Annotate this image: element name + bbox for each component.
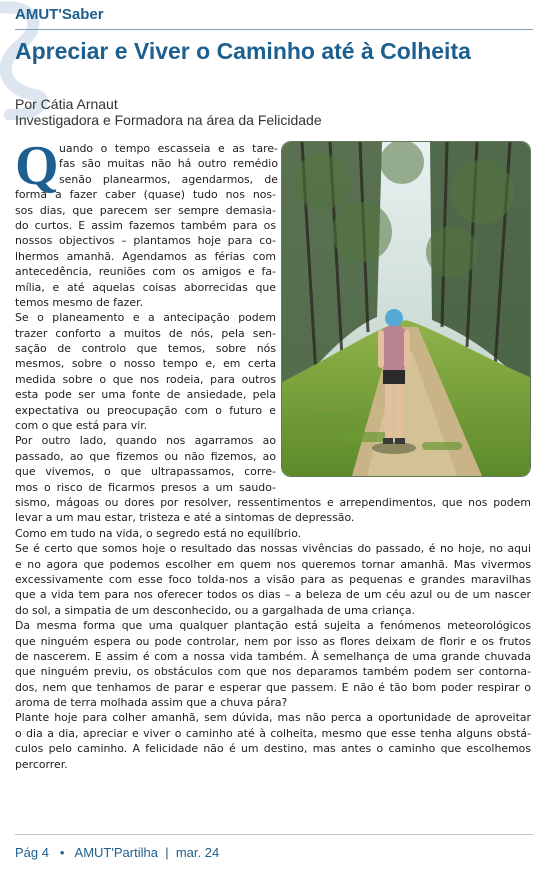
article-line: que a vida tem para nos oferecer todos os dias – a beleza de um céu azul ou de um nascer [15, 588, 531, 602]
page-number: Pág 4 [15, 845, 49, 860]
header-divider [15, 29, 533, 30]
footer-divider [15, 834, 533, 835]
article-line: percorrer. [15, 757, 68, 771]
article-line: sismo, mágoas ou dores por resolver, ressentimentos e arrependimentos, que nos podem [15, 495, 531, 509]
article-line: do curtos. E assim fazemos também para os [15, 218, 276, 232]
article-line: Plante hoje para colher amanhã, sem dúvida, mas não perca a oportunidade de aproveitar [15, 711, 531, 725]
article-body [15, 135, 531, 772]
article-line: mesmos, sobre o nosso tempo e, em certa [15, 357, 276, 371]
article-line: trazer conforto a muitos de nós, pela sen- [15, 326, 276, 340]
article-line: forma a fazer caber (quase) tudo nos nos- [15, 188, 276, 202]
article-line: que ninguém previu, os obstáculos com que nos deparamos também podem ser contorna- [15, 665, 531, 679]
page-footer [15, 845, 219, 860]
article-line: Da mesma forma que uma qualquer plantação está sujeita a fenómenos meteorológicos [15, 619, 531, 633]
article-line: que vivemos, o que ultrapassamos, corre- [15, 465, 276, 479]
article-line: esta pode ser uma fonte de ansiedade, pela [15, 388, 276, 402]
article-line: senão planearmos, agendarmos, de [59, 172, 278, 186]
article-line: Por outro lado, quando nos agarramos ao [15, 434, 276, 448]
publication-name: AMUT'Partilha [74, 845, 158, 860]
article-line: nossos objectivos – plantamos hoje para co- [15, 234, 276, 248]
article-line: do sol, a simpatia de um desconhecido, ou a gargalhada de uma criança. [15, 603, 415, 617]
article-line: uando o tempo escasseia e as tare- [59, 142, 278, 155]
drop-cap: Q [15, 135, 59, 197]
article-line: culos pelo caminho. A felicidade não é um destino, mas antes o caminho que escolhemos [15, 742, 531, 756]
article-title: Apreciar e Viver o Caminho até à Colheita [15, 38, 471, 64]
article-line: fas são muitas não há outro remédio [59, 157, 278, 171]
author-role: Investigadora e Formadora na área da Felicidade [15, 112, 322, 128]
article-line: excessivamente com esse foco tolda-nos a visão para as pequenas e grandes maravilhas [15, 572, 531, 586]
footer-separator-bar: | [165, 845, 169, 860]
author-byline: Por Cátia Arnaut [15, 96, 118, 112]
section-tag: AMUT'Saber [15, 6, 104, 23]
article-line: mília, e até aquelas coisas aborrecidas que [15, 280, 276, 294]
article-line: lhermos amanhã. Agendamos as férias com [15, 249, 276, 263]
article-line: mos o risco de ficarmos presos a um saudo- [15, 480, 276, 494]
article-line: o dia a dia, apreciar e viver o caminho até à colheita, mesmo que esse tenha alguns obstá- [15, 726, 531, 740]
article-line: Se o planeamento e a antecipação podem [15, 311, 276, 325]
article-line: sos dias, que parecem ser sempre demasia- [15, 203, 276, 217]
article-line: antecedência, reuniões com os amigos e fa- [15, 265, 276, 279]
article-line: medida sobre o que nos rodeia, para outros [15, 372, 276, 386]
article-line: expectativa ou preocupação com o futuro e [15, 403, 276, 417]
article-line: de nascerem. E assim é com a nossa vida também. À semelhança de uma grande chuvada [15, 649, 531, 663]
article-line: temos mesmo de fazer. [15, 295, 144, 309]
article-line: aroma de terra molhada assim que a chuva pára? [15, 696, 288, 710]
article-line: levar a um mau estar, tristeza e até a sintomas de depressão. [15, 511, 355, 525]
issue-date: mar. 24 [175, 845, 220, 860]
article-line: Como em tudo na vida, o segredo está no equilíbrio. [15, 526, 302, 540]
article-line: dos, nem que tenhamos de parar e esperar que passem. E não é tão bom poder respirar o [15, 680, 531, 694]
article-line: com o que está para vir. [15, 419, 148, 433]
article-line: sação de controlo que temos, sobre nós [15, 342, 276, 356]
article-line: passado, ao que fizemos ou não fizemos, ao [15, 449, 276, 463]
article-line: e no agora que podemos escolher em quem nos queremos tornar amanhã. Mas vivermos [15, 557, 531, 571]
footer-separator-dot: • [59, 845, 65, 860]
article-line: que ninguém espera ou pode controlar, nem por isso as flores deixam de florir e os frutos [15, 634, 531, 648]
article-line: Se é certo que somos hoje o resultado das nossas vivências do passado, é no hoje, no aqui [15, 542, 531, 556]
